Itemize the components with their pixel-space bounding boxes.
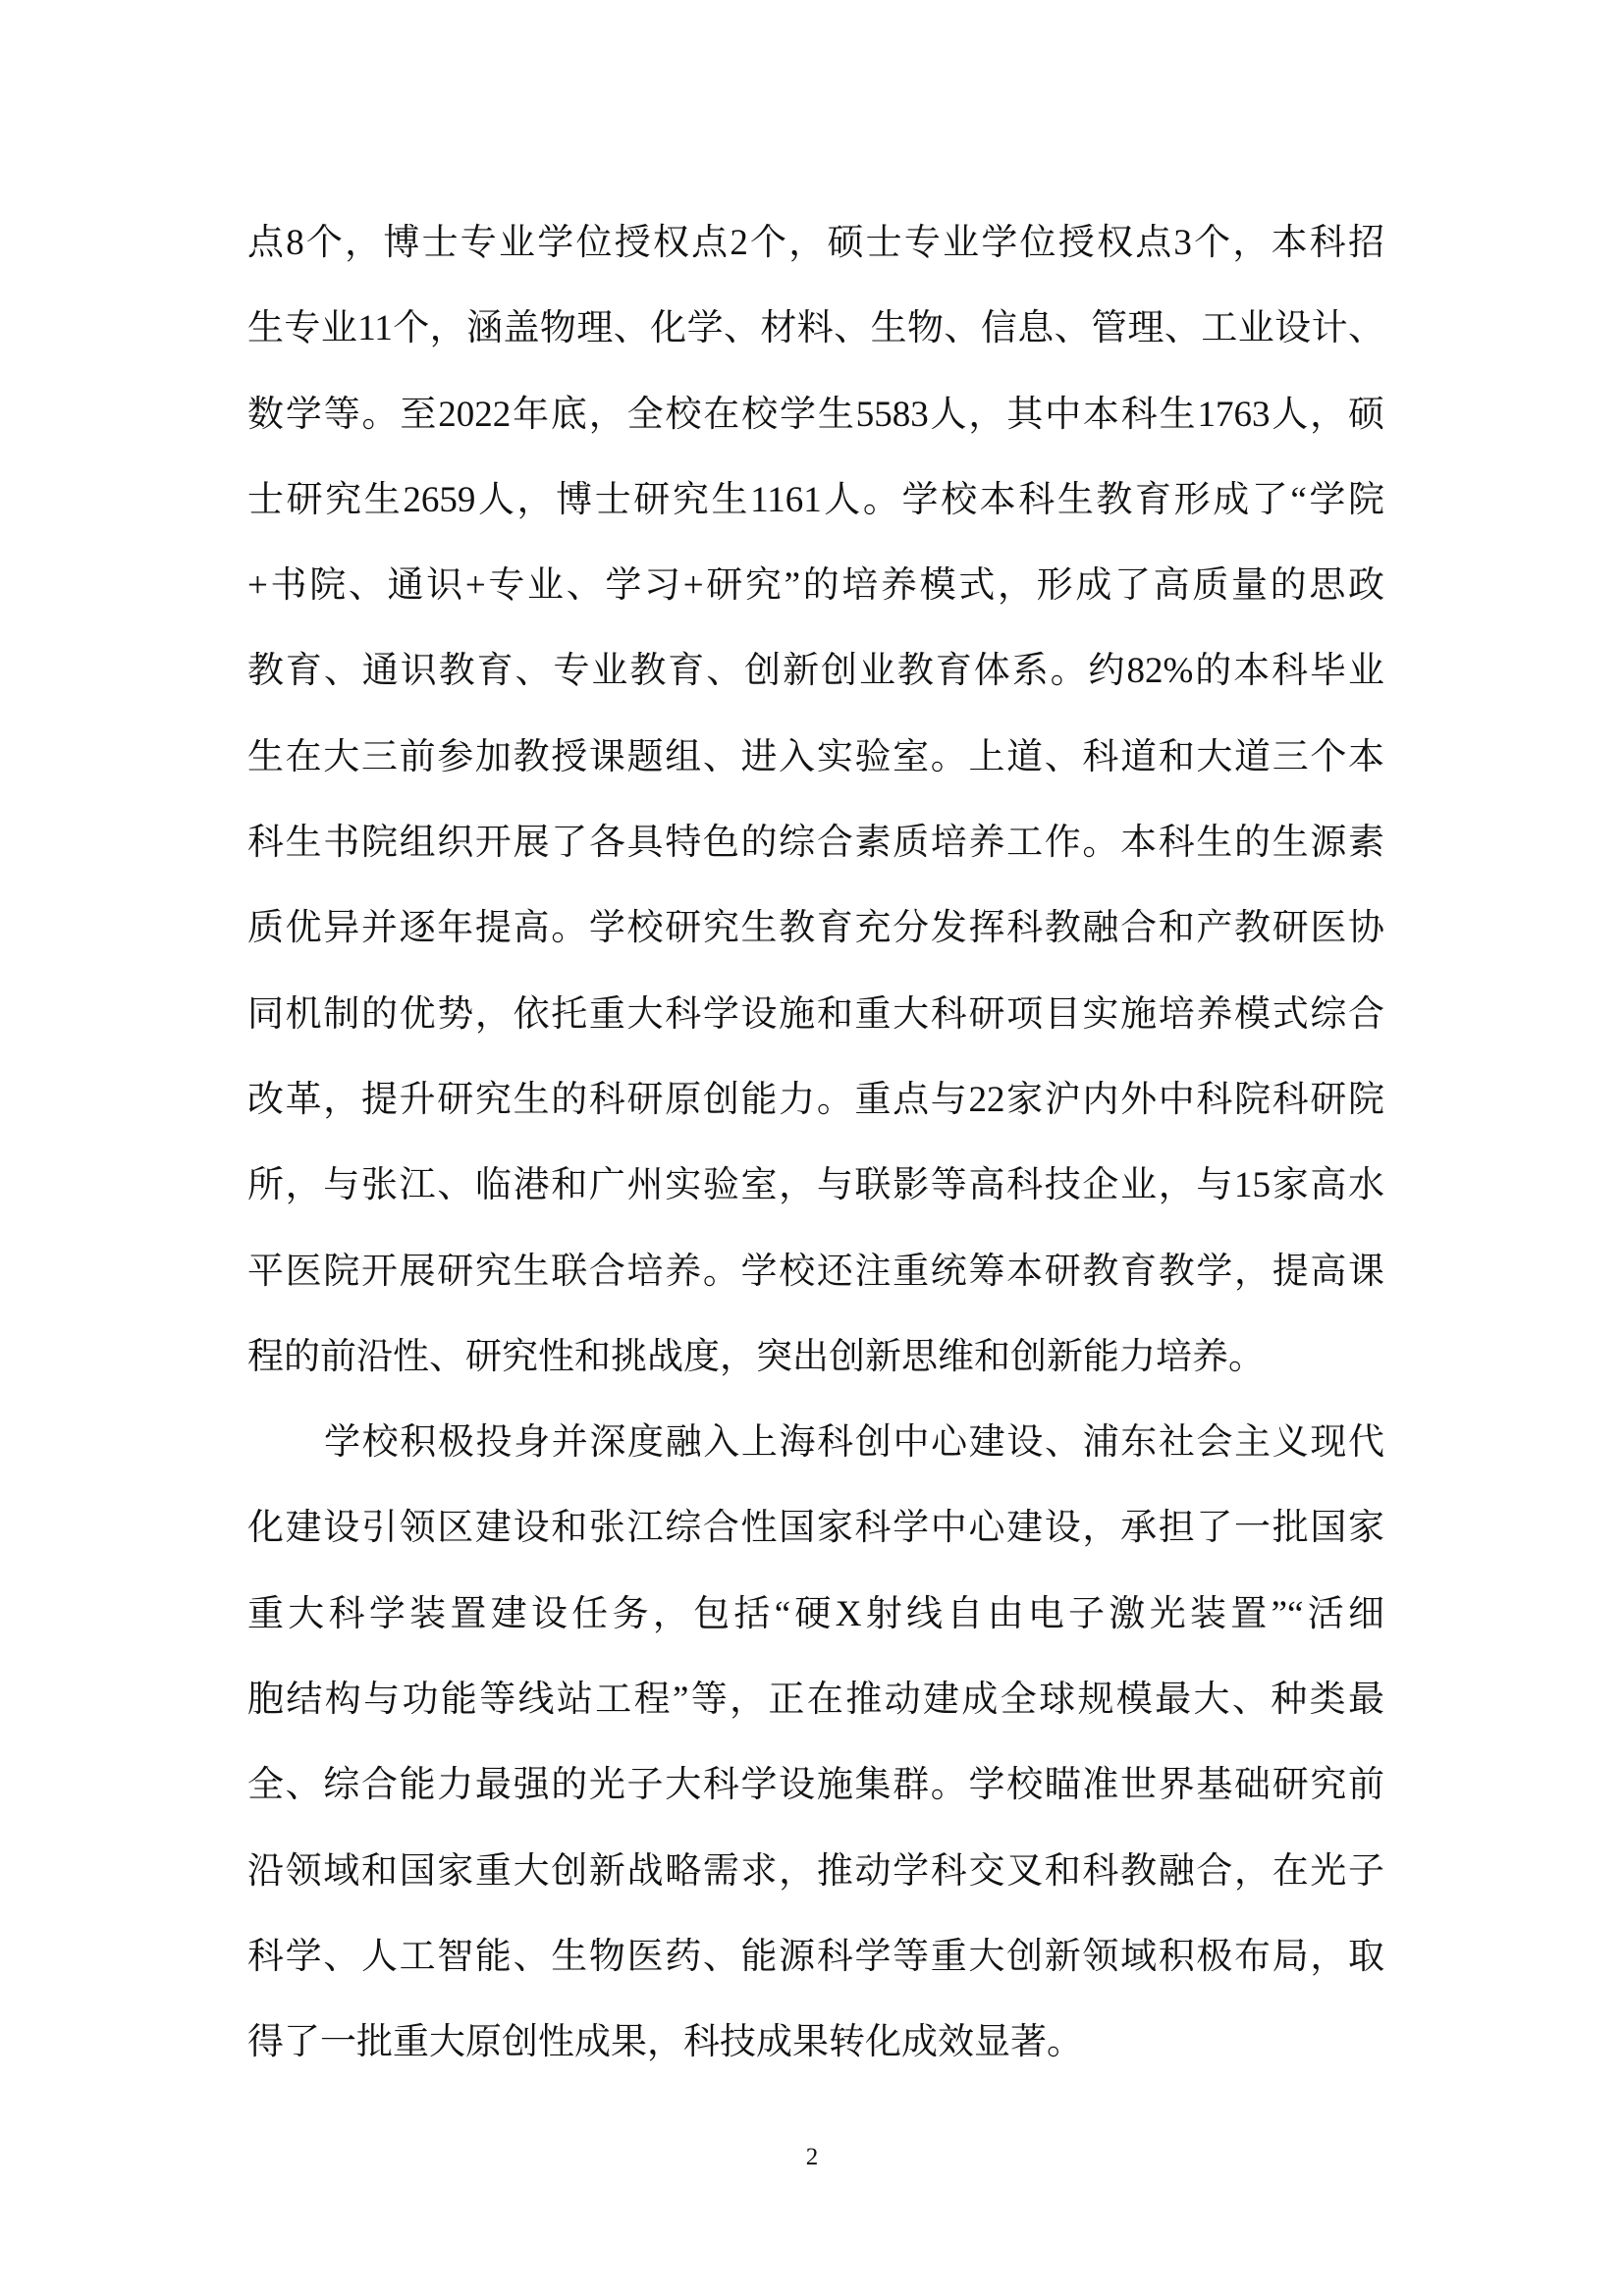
text-line: 科学、人工智能、生物医药、能源科学等重大创新领域积极布局，取: [247, 1936, 1384, 1977]
text-line: 士研究生2659人，博士研究生1161人。学校本科生教育形成了“学院: [247, 479, 1384, 520]
text-line: 重大科学装置建设任务，包括“硬X射线自由电子激光装置”“活细: [247, 1593, 1384, 1634]
paragraph-2: [247, 1400, 1384, 2085]
text-line: 生专业11个，涵盖物理、化学、材料、生物、信息、管理、工业设计、: [247, 308, 1384, 349]
paragraph-1: [247, 200, 1384, 1400]
text-line: 点8个，博士专业学位授权点2个，硕士专业学位授权点3个，本科招: [247, 223, 1384, 263]
text-line: 教育、通识教育、专业教育、创新创业教育体系。约82%的本科毕业: [247, 651, 1384, 692]
text-line: 沿领域和国家重大创新战略需求，推动学科交叉和科教融合，在光子: [247, 1850, 1384, 1892]
text-line: 化建设引领区建设和张江综合性国家科学中心建设，承担了一批国家: [247, 1508, 1384, 1549]
text-line: 胞结构与功能等线站工程”等，正在推动建成全球规模最大、种类最: [247, 1680, 1384, 1721]
text-line: 全、综合能力最强的光子大科学设施集群。学校瞄准世界基础研究前: [247, 1765, 1384, 1806]
text-line: 数学等。至2022年底，全校在校学生5583人，其中本科生1763人，硕: [247, 394, 1384, 435]
text-line: 学校积极投身并深度融入上海科创中心建设、浦东社会主义现代: [324, 1422, 1384, 1464]
page-number: 2: [805, 2144, 819, 2170]
text-line: 同机制的优势，依托重大科学设施和重大科研项目实施培养模式综合: [247, 993, 1384, 1035]
text-line: 得了一批重大原创性成果，科技成果转化成效显著。: [247, 2022, 1083, 2063]
text-line: +书院、通识+专业、学习+研究”的培养模式，形成了高质量的思政: [247, 565, 1384, 607]
text-line: 程的前沿性、研究性和挑战度，突出创新思维和创新能力培养。: [247, 1336, 1265, 1377]
text-line: 生在大三前参加教授课题组、进入实验室。上道、科道和大道三个本: [247, 736, 1384, 777]
text-line: 平医院开展研究生联合培养。学校还注重统筹本研教育教学，提高课: [247, 1251, 1384, 1292]
text-line: 质优异并逐年提高。学校研究生教育充分发挥科教融合和产教研医协: [247, 908, 1384, 949]
document-body: [247, 200, 1384, 2086]
text-line: 科生书院组织开展了各具特色的综合素质培养工作。本科生的生源素: [247, 823, 1384, 864]
text-line: 所，与张江、临港和广州实验室，与联影等高科技企业，与15家高水: [247, 1165, 1384, 1206]
text-line: 改革，提升研究生的科研原创能力。重点与22家沪内外中科院科研院: [247, 1079, 1384, 1120]
